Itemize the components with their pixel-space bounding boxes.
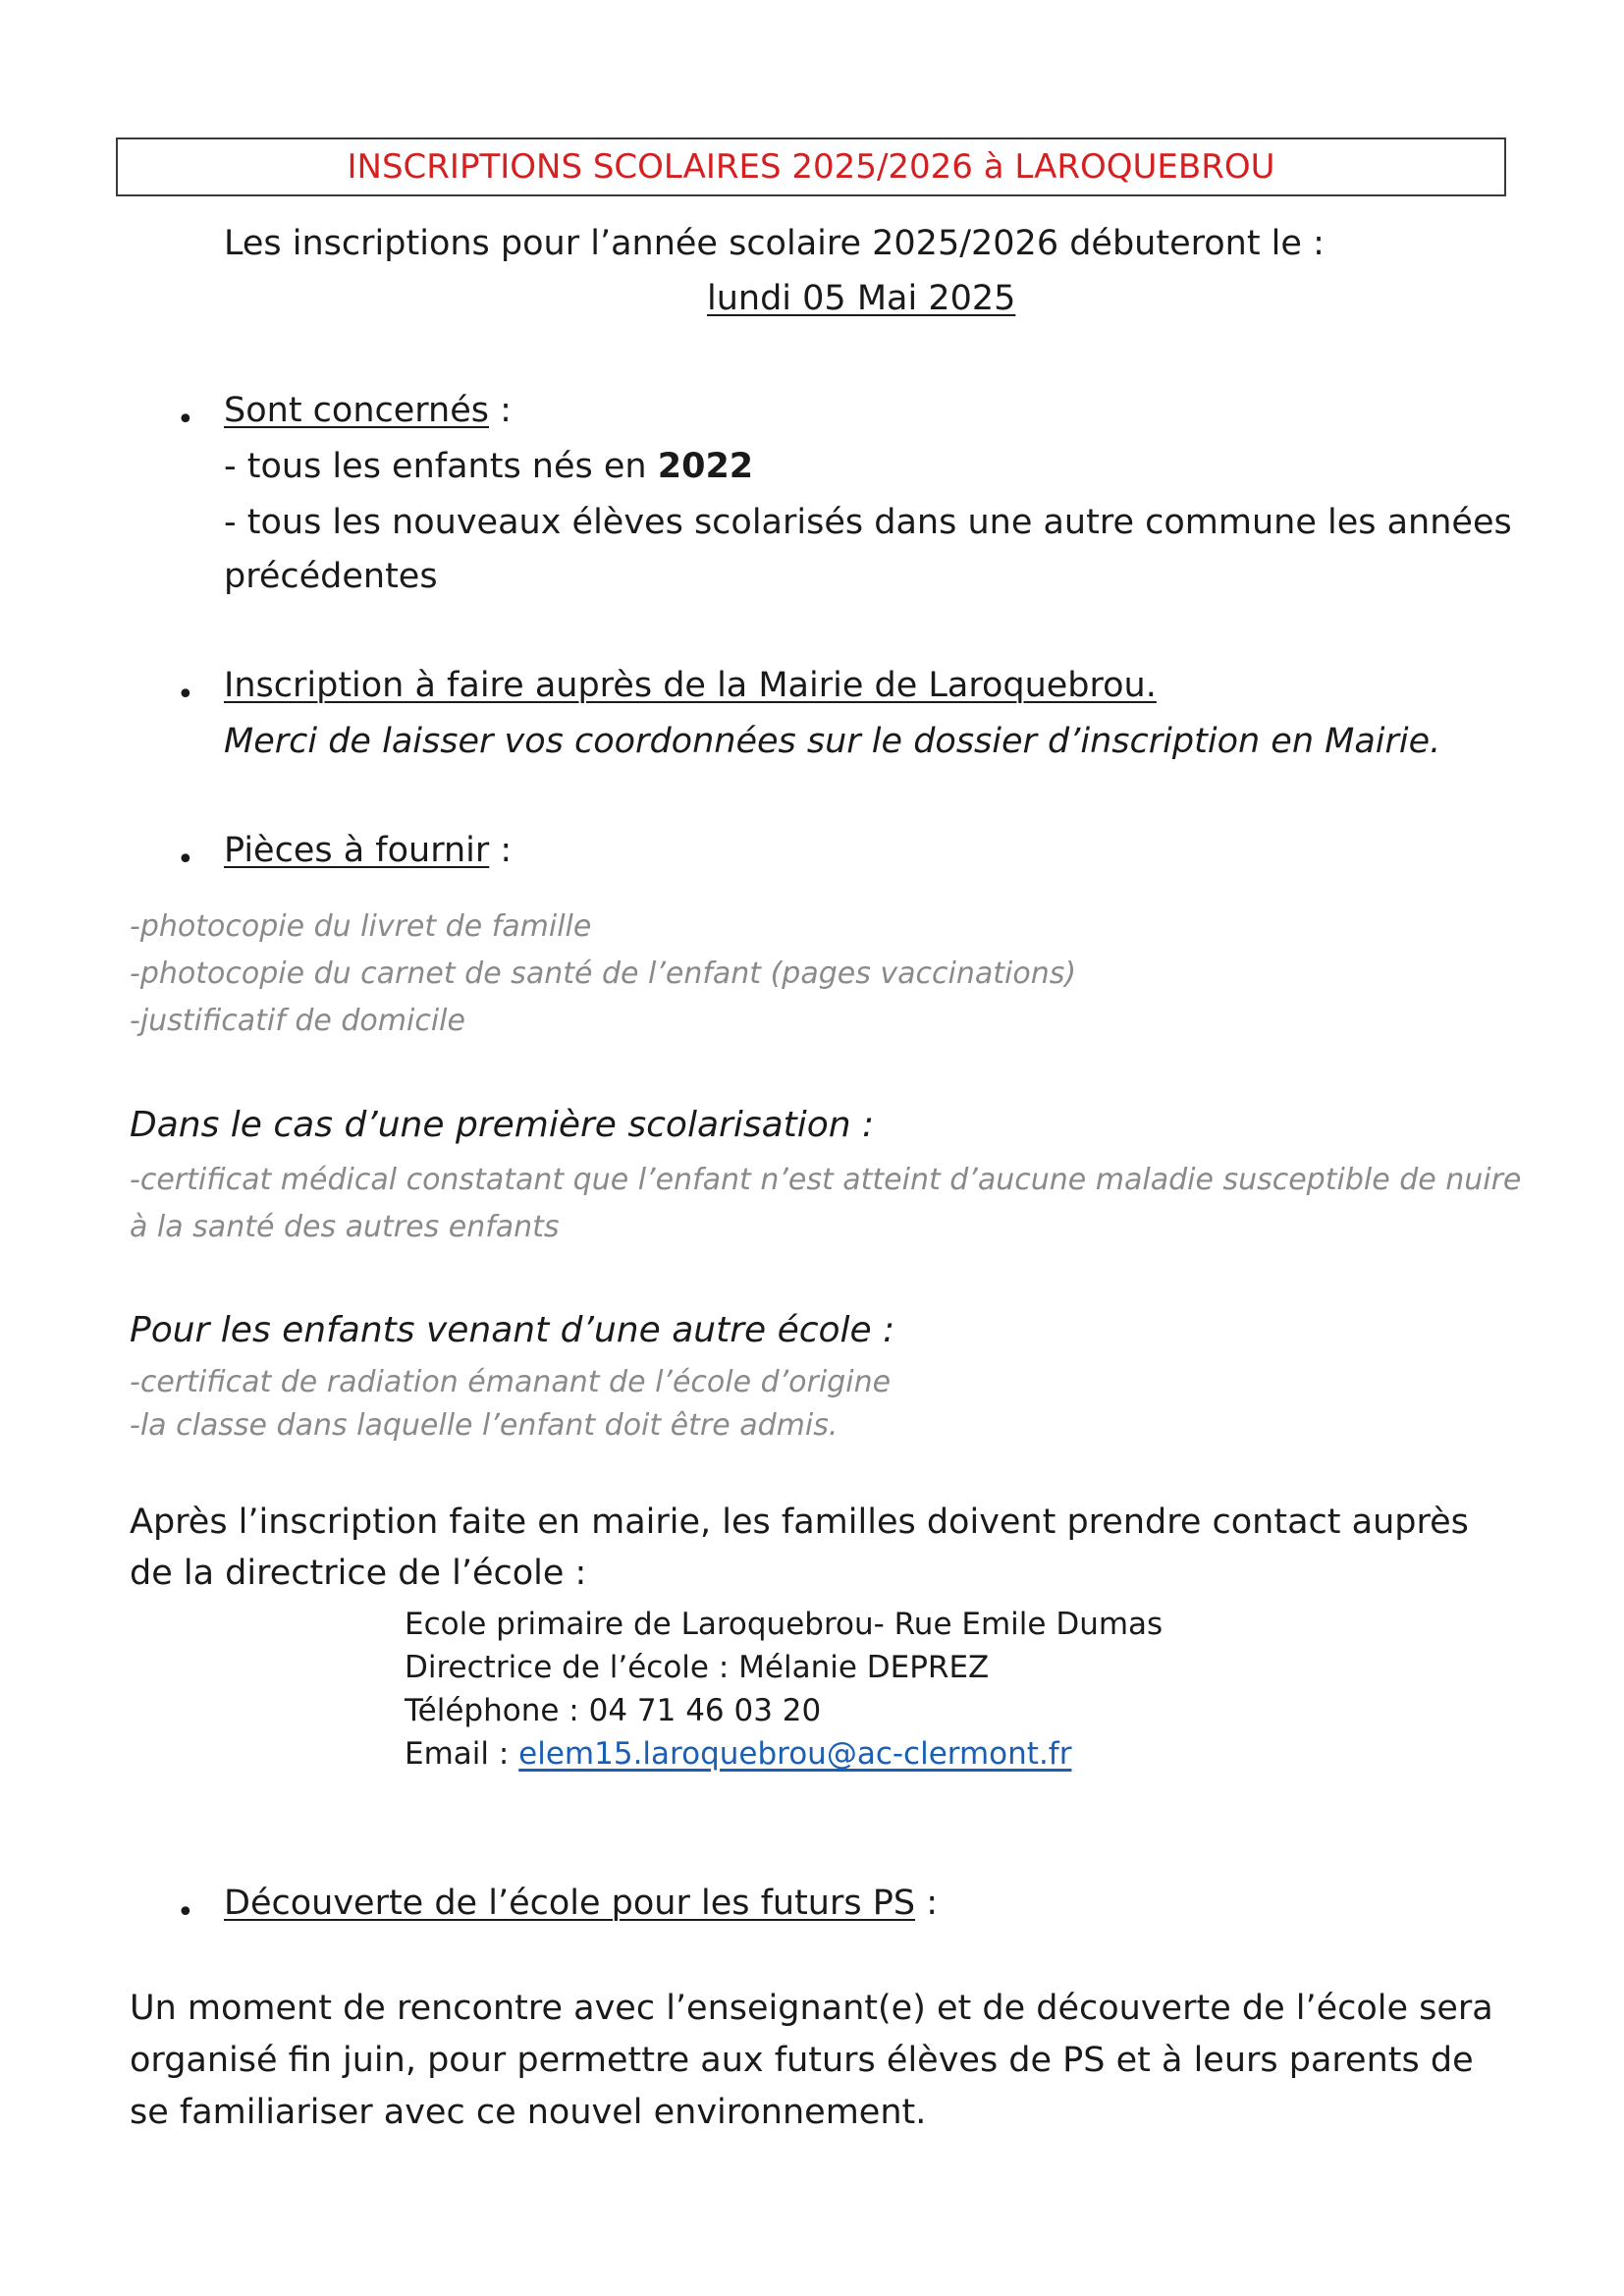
other-school-heading: Pour les enfants venant d’une autre école : — [130, 1310, 895, 1350]
school-email-line — [405, 1736, 1071, 1772]
closing-line-2: organisé fin juin, pour permettre aux futurs élèves de PS et à leurs parents de — [130, 2041, 1474, 2080]
inscription-heading: Inscription à faire auprès de la Mairie de Laroquebrou. — [224, 666, 1157, 705]
bullet-icon: • — [177, 843, 194, 877]
start-date: lundi 05 Mai 2025 — [707, 279, 1016, 318]
pieces-heading: Pièces à fournir — [224, 831, 490, 870]
first-schooling-line-2: à la santé des autres enfants — [130, 1210, 560, 1244]
email-link[interactable]: elem15.laroquebrou@ac-clermont.fr — [518, 1736, 1072, 1772]
piece-item: -photocopie du livret de famille — [130, 909, 592, 944]
birth-year: 2022 — [657, 447, 754, 486]
intro-line: Les inscriptions pour l’année scolaire 2025/2026 débuteront le : — [224, 224, 1325, 263]
concerned-item-2-line-2: précédentes — [224, 557, 438, 596]
concerned-item-2-line-1: - tous les nouveaux élèves scolarisés dans une autre commune les années — [224, 503, 1512, 542]
closing-line-3: se familiariser avec ce nouvel environnement. — [130, 2093, 927, 2132]
discovery-colon: : — [915, 1884, 938, 1923]
school-address: Ecole primaire de Laroquebrou- Rue Emile Dumas — [405, 1607, 1164, 1642]
school-director: Directrice de l’école : Mélanie DEPREZ — [405, 1650, 990, 1685]
bullet-icon: • — [177, 1895, 194, 1930]
concerned-item-1 — [224, 447, 753, 486]
first-schooling-heading: Dans le cas d’une première scolarisation : — [130, 1105, 875, 1145]
first-schooling-line-1: -certificat médical constatant que l’enfant n’est atteint d’aucune maladie susceptible de nuire — [130, 1163, 1522, 1197]
concerned-item-1-text: - tous les enfants nés en — [224, 447, 658, 486]
piece-item: -photocopie du carnet de santé de l’enfant (pages vaccinations) — [130, 957, 1077, 991]
other-school-line-1: -certificat de radiation émanant de l’école d’origine — [130, 1365, 892, 1399]
school-phone: Téléphone : 04 71 46 03 20 — [405, 1693, 822, 1728]
after-line-2: de la directrice de l’école : — [130, 1554, 587, 1593]
title-box — [116, 137, 1506, 196]
closing-line-1: Un moment de rencontre avec l’enseignant(e) et de découverte de l’école sera — [130, 1989, 1493, 2028]
page-title: INSCRIPTIONS SCOLAIRES 2025/2026 à LAROQUEBROU — [347, 147, 1275, 187]
concerned-heading-line — [224, 391, 512, 430]
concerned-heading: Sont concernés — [224, 391, 490, 430]
concerned-colon: : — [489, 391, 512, 430]
bullet-icon: • — [177, 403, 194, 437]
bullet-icon: • — [177, 678, 194, 712]
discovery-heading: Découverte de l’école pour les futurs PS — [224, 1884, 916, 1923]
after-line-1: Après l’inscription faite en mairie, les familles doivent prendre contact auprès — [130, 1503, 1469, 1542]
other-school-line-2: -la classe dans laquelle l’enfant doit être admis. — [130, 1408, 839, 1443]
pieces-heading-line — [224, 831, 512, 870]
inscription-note: Merci de laisser vos coordonnées sur le dossier d’inscription en Mairie. — [224, 722, 1441, 761]
discovery-heading-line — [224, 1884, 938, 1923]
pieces-colon: : — [489, 831, 513, 870]
email-label: Email : — [405, 1736, 519, 1772]
piece-item: -justificatif de domicile — [130, 1004, 465, 1038]
